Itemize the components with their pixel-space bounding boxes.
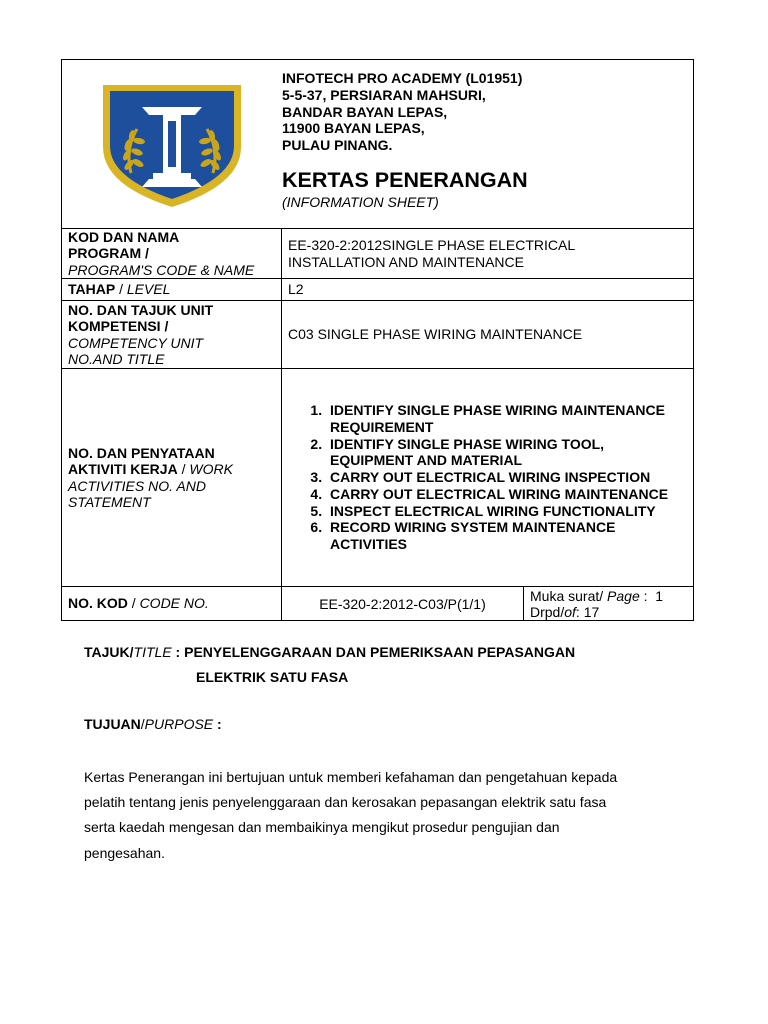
code-label-cell [62,587,282,620]
title-text-line2: ELEKTRIK SATU FASA [196,669,349,685]
code-label: NO. KOD [68,595,128,612]
page-label-english: Page [607,587,640,604]
address-line-street: 5-5-37, PERSIARAN MAHSURI, [282,86,486,103]
title-separator: : [171,644,185,660]
page-separator: : [639,587,656,604]
of-label: Drpd/ [530,603,565,620]
activities-label-line1: NO. DAN PENYATAAN [68,444,215,461]
program-value-line1: EE-320-2:2012SINGLE PHASE ELECTRICAL [288,237,576,253]
level-label-english: LEVEL [126,281,171,298]
activities-label-cell [62,369,282,586]
unit-row [62,300,693,368]
address-line-postcode: 11900 BAYAN LEPAS, [282,120,425,137]
program-label-cell [62,229,282,278]
paragraph-line: pengesahan. [84,844,165,861]
purpose-label: TUJUAN [84,716,141,732]
activities-label-separator: / [177,461,190,477]
program-row [62,228,693,278]
program-label-line1: KOD DAN NAMA [68,228,180,245]
code-label-separator: / [127,595,140,612]
academy-name: INFOTECH PRO ACADEMY (L01951) [282,70,523,86]
activities-label-line2: AKTIVITI KERJA [68,461,178,477]
activity-item: 4. CARRY OUT ELECTRICAL WIRING MAINTENANCE [326,486,687,503]
unit-label-line2: KOMPETENSI / [68,318,169,334]
code-value: EE-320-2:2012-C03/P(1/1) [282,587,524,620]
title-section: TAJUK/TITLE : PENYELENGGARAAN DAN PEMERIKSAAN PEPASANGAN ELEKTRIK SATU FASA [84,640,684,690]
header-address-block [282,60,693,228]
activity-item: 3. CARRY OUT ELECTRICAL WIRING INSPECTION [326,469,687,486]
total-pages: 17 [583,603,600,620]
address-line-area: BANDAR BAYAN LEPAS, [282,103,448,120]
title-label: TAJUK [84,644,130,660]
program-label-english: PROGRAM'S CODE & NAME [68,261,255,278]
program-value-line2: INSTALLATION AND MAINTENANCE [288,253,524,270]
address-line-state: PULAU PINANG. [282,137,393,154]
activities-label-english-2: ACTIVITIES NO. AND [68,477,206,494]
level-label-cell [62,279,282,300]
title-label-english: TITLE [133,644,172,660]
unit-label-cell [62,301,282,368]
purpose-separator: : [213,716,222,732]
level-label-separator: / [115,281,127,298]
header-row [62,60,693,228]
activity-item: 6. RECORD WIRING SYSTEM MAINTENANCE ACTIVITIES [326,519,687,553]
level-row [62,278,693,300]
activities-list-cell [282,369,693,586]
paragraph-line: pelatih tentang jenis penyelenggaraan dan kerosakan pepasangan elektrik satu fasa [84,794,607,811]
level-value: L2 [288,281,304,298]
purpose-paragraph [84,765,684,866]
unit-label-line1: NO. DAN TAJUK UNIT [68,301,214,318]
of-label-english: of [564,603,576,620]
page-number: 1 [655,587,664,604]
activities-label-english-3: STATEMENT [68,494,151,510]
purpose-heading: TUJUAN/PURPOSE : [84,716,222,732]
paragraph-line: serta kaedah mengesan dan membaikinya mengikut prosedur pengujian dan [84,819,560,836]
of-separator: : [575,603,584,620]
code-label-english: CODE NO. [139,595,209,612]
unit-value: C03 SINGLE PHASE WIRING MAINTENANCE [288,326,583,343]
page-info-cell [524,587,693,620]
activity-item: 5. INSPECT ELECTRICAL WIRING FUNCTIONALITY [326,503,687,520]
logo-cell [62,60,282,228]
activity-item: 1. IDENTIFY SINGLE PHASE WIRING MAINTENANCE REQUIREMENT [326,402,687,436]
program-value-cell [282,229,693,278]
purpose-label-english: PURPOSE [144,716,214,732]
document-subtitle: (INFORMATION SHEET) [282,193,439,210]
address-lines [282,70,693,154]
unit-label-english-1: COMPETENCY UNIT [68,334,204,351]
activities-row [62,368,693,586]
program-label-line2: PROGRAM / [68,245,149,262]
paragraph-line: Kertas Penerangan ini bertujuan untuk memberi kefahaman dan pengetahuan kepada [84,769,618,785]
academy-logo-icon [97,77,247,211]
activities-list [288,402,687,553]
activities-label-english-1: WORK [189,461,233,477]
document-title: KERTAS PENERANGAN [282,167,528,192]
information-sheet-table [61,59,694,621]
page-label: Muka surat/ [530,587,604,604]
unit-label-english-2: NO.AND TITLE [68,351,165,367]
title-text-line1: PENYELENGGARAAN DAN PEMERIKSAAN PEPASANGAN [184,644,576,660]
level-label: TAHAP [68,281,116,298]
activity-item: 2. IDENTIFY SINGLE PHASE WIRING TOOL, EQUIPMENT AND MATERIAL [326,436,687,470]
code-row [62,586,693,620]
